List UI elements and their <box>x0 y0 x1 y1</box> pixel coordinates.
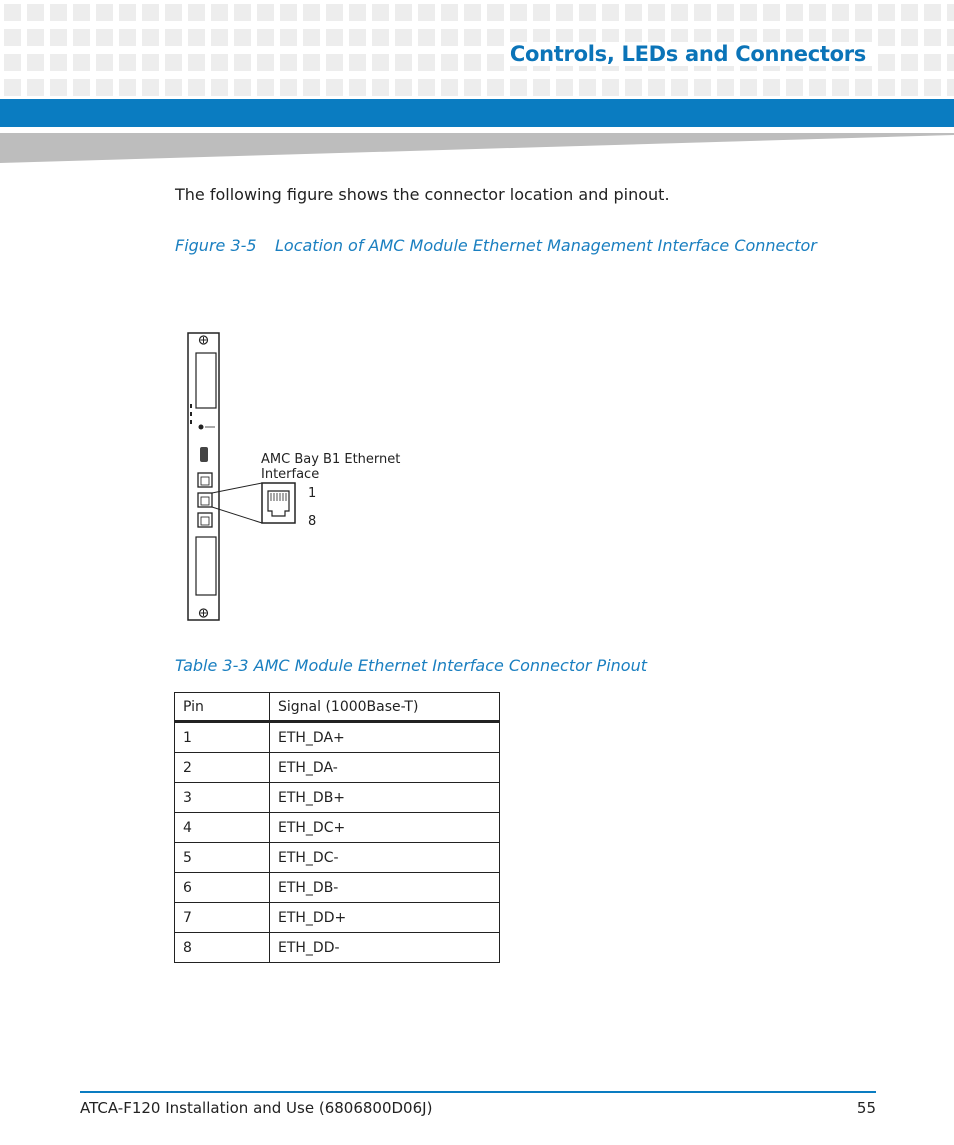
pin-label-bottom: 8 <box>308 514 317 529</box>
pin-cell: 7 <box>175 903 270 933</box>
pin-cell: 3 <box>175 783 270 813</box>
header-signal: Signal (1000Base-T) <box>270 693 500 722</box>
section-title: Controls, LEDs and Connectors <box>504 42 872 66</box>
signal-cell: ETH_DA+ <box>270 722 500 753</box>
table-header-row <box>175 693 500 722</box>
amc-module-figure <box>180 325 420 630</box>
enlarged-connector <box>262 483 295 523</box>
pin-cell: 1 <box>175 722 270 753</box>
signal-cell: ETH_DD+ <box>270 903 500 933</box>
pin-cell: 2 <box>175 753 270 783</box>
table-row <box>175 813 500 843</box>
pin-cell: 6 <box>175 873 270 903</box>
header-pin: Pin <box>175 693 270 722</box>
header-band <box>0 99 954 127</box>
page-number: 55 <box>856 1099 876 1117</box>
intro-paragraph: The following figure shows the connector location and pinout. <box>175 185 670 204</box>
table-row <box>175 722 500 753</box>
table-row <box>175 873 500 903</box>
led-1 <box>190 404 192 408</box>
led-3 <box>190 420 192 424</box>
table-row <box>175 903 500 933</box>
pin-label-top: 1 <box>308 486 317 501</box>
figure-title: Location of AMC Module Ethernet Management Interface Connector <box>275 236 817 255</box>
pin-cell: 4 <box>175 813 270 843</box>
figure-caption <box>175 236 817 255</box>
pinout-table <box>174 692 500 963</box>
led-2 <box>190 412 192 416</box>
small-port <box>200 447 208 462</box>
table-caption: Table 3-3 AMC Module Ethernet Interface Connector Pinout <box>175 656 647 675</box>
figure-label-line2: Interface <box>261 467 320 482</box>
signal-cell: ETH_DC- <box>270 843 500 873</box>
signal-cell: ETH_DC+ <box>270 813 500 843</box>
footer-rule <box>80 1091 876 1093</box>
table-row <box>175 783 500 813</box>
table-row <box>175 933 500 963</box>
signal-cell: ETH_DD- <box>270 933 500 963</box>
header-wedge <box>0 131 954 165</box>
signal-cell: ETH_DB- <box>270 873 500 903</box>
pin-cell: 8 <box>175 933 270 963</box>
signal-cell: ETH_DB+ <box>270 783 500 813</box>
signal-cell: ETH_DA- <box>270 753 500 783</box>
table-row <box>175 753 500 783</box>
footer-doc-title: ATCA-F120 Installation and Use (6806800D06J) <box>80 1099 433 1117</box>
figure-label-line1: AMC Bay B1 Ethernet <box>261 452 401 467</box>
pin-cell: 5 <box>175 843 270 873</box>
table-row <box>175 843 500 873</box>
logo-icon <box>199 425 204 430</box>
figure-number: Figure 3-5 <box>175 236 257 255</box>
